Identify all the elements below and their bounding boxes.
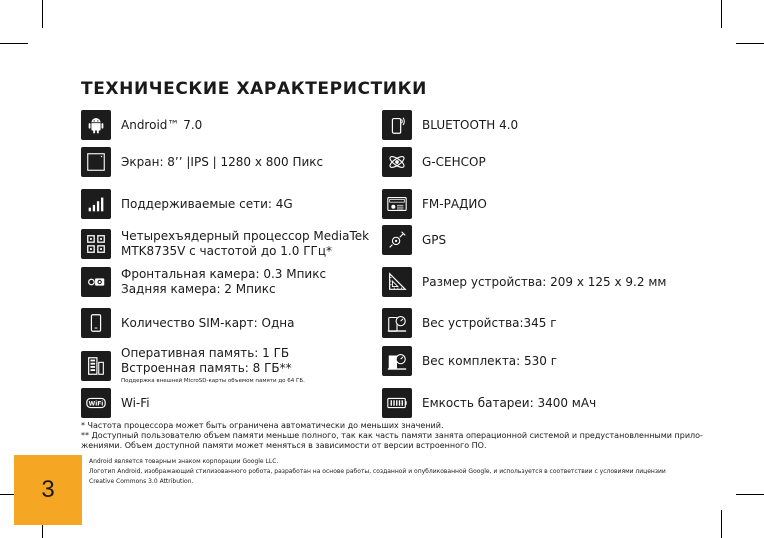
spec-size — [382, 267, 666, 297]
page-number-box — [14, 455, 82, 525]
spec-gps-text: GPS — [422, 232, 447, 247]
gps-icon — [382, 225, 412, 255]
page-number: 3 — [41, 476, 55, 503]
page-title: ТЕХНИЧЕСКИЕ ХАРАКТЕРИСТИКИ — [81, 79, 427, 99]
spec-battery-text: Емкость батареи: 3400 мАч — [422, 395, 597, 410]
bluetooth-icon — [382, 110, 412, 140]
spec-bluetooth-text: BLUETOOTH 4.0 — [422, 117, 519, 132]
spec-microsd-note: Поддержка внешней MicroSD-карты объемом памяти до 64 ГБ. — [121, 378, 305, 384]
legal-line-license: Creative Commons 3.0 Attribution. — [89, 478, 194, 485]
spec-package-weight-text: Вес комплекта: 530 г — [422, 353, 558, 368]
spec-g-sensor-text: G-СЕНСОР — [422, 154, 486, 169]
spec-storage: Встроенная память: 8 ГБ** — [121, 361, 292, 375]
spec-bluetooth — [382, 110, 518, 140]
signal-icon — [81, 189, 111, 219]
android-icon — [81, 110, 111, 140]
weight-icon — [382, 308, 412, 338]
spec-processor — [81, 229, 369, 259]
spec-screen — [81, 147, 323, 177]
wifi-icon — [81, 388, 111, 418]
spec-g-sensor — [382, 147, 486, 177]
crop-mark — [721, 510, 722, 538]
footnote-cpu: * Частота процессора может быть ограничена автоматически до меньших значений. — [81, 421, 444, 430]
crop-mark — [736, 43, 764, 44]
spec-android — [81, 110, 202, 140]
spec-size-text: Размер устройства: 209 x 125 x 9.2 мм — [422, 274, 667, 289]
spec-memory — [81, 346, 305, 385]
fm-radio-icon — [382, 189, 412, 219]
screen-icon — [81, 147, 111, 177]
spec-gps — [382, 225, 446, 255]
g-sensor-icon — [382, 147, 412, 177]
spec-wifi-text: Wi-Fi — [121, 395, 150, 410]
spec-wifi — [81, 388, 150, 418]
spec-processor-line2: MTK8735V с частотой до 1.0 ГГц* — [121, 244, 333, 258]
spec-battery — [382, 388, 596, 418]
spec-camera-front: Фронтальная камера: 0.3 Мпикс — [121, 267, 327, 281]
crop-mark — [0, 43, 28, 44]
battery-icon — [382, 388, 412, 418]
legal-line-logo: Логотип Android, изображающий стилизованного робота, разработан на основе работы, созданной и опубликованной Google, и используется в соответствии с условиями лицензии — [89, 468, 666, 475]
spec-sim-text: Количество SIM-карт: Одна — [121, 315, 295, 330]
spec-ram: Оперативная память: 1 ГБ — [121, 346, 290, 360]
memory-icon — [81, 351, 111, 381]
spec-screen-text: Экран: 8’’ |IPS | 1280 x 800 Пикс — [121, 154, 324, 169]
crop-mark — [42, 0, 43, 28]
spec-android-text: Android™ 7.0 — [121, 117, 203, 132]
footnotes — [81, 421, 703, 451]
crop-mark — [721, 0, 722, 28]
spec-camera — [81, 267, 326, 297]
crop-mark — [736, 494, 764, 495]
spec-weight-text: Вес устройства:345 г — [422, 315, 557, 330]
spec-fm-radio-text: FM-РАДИО — [422, 196, 487, 211]
svg-text:WiFi: WiFi — [88, 400, 104, 408]
footnote-memory-line1: ** Доступный пользователю объем памяти меньше полного, так как часть памяти занята операционной системой и предустановленными прило- — [81, 431, 703, 440]
spec-camera-rear: Задняя камера: 2 Мпикс — [121, 282, 276, 296]
footnote-memory-line2: жениями. Объем доступной памяти может меняться в зависимости от версии встроенного ПО. — [81, 441, 487, 450]
spec-weight — [382, 308, 557, 338]
size-icon — [382, 267, 412, 297]
sim-icon — [81, 308, 111, 338]
spec-processor-line1: Четырехъядерный процессор MediaTek — [121, 229, 370, 243]
package-weight-icon — [382, 346, 412, 376]
processor-icon — [81, 229, 111, 259]
spec-fm-radio — [382, 189, 487, 219]
legal-notice — [89, 457, 666, 487]
camera-icon — [81, 267, 111, 297]
spec-package-weight — [382, 346, 557, 376]
spec-network — [81, 189, 293, 219]
spec-network-text: Поддерживаемые сети: 4G — [121, 196, 293, 211]
spec-sim — [81, 308, 294, 338]
legal-line-trademark: Android является товарным знаком корпорации Google LLC. — [89, 458, 279, 465]
